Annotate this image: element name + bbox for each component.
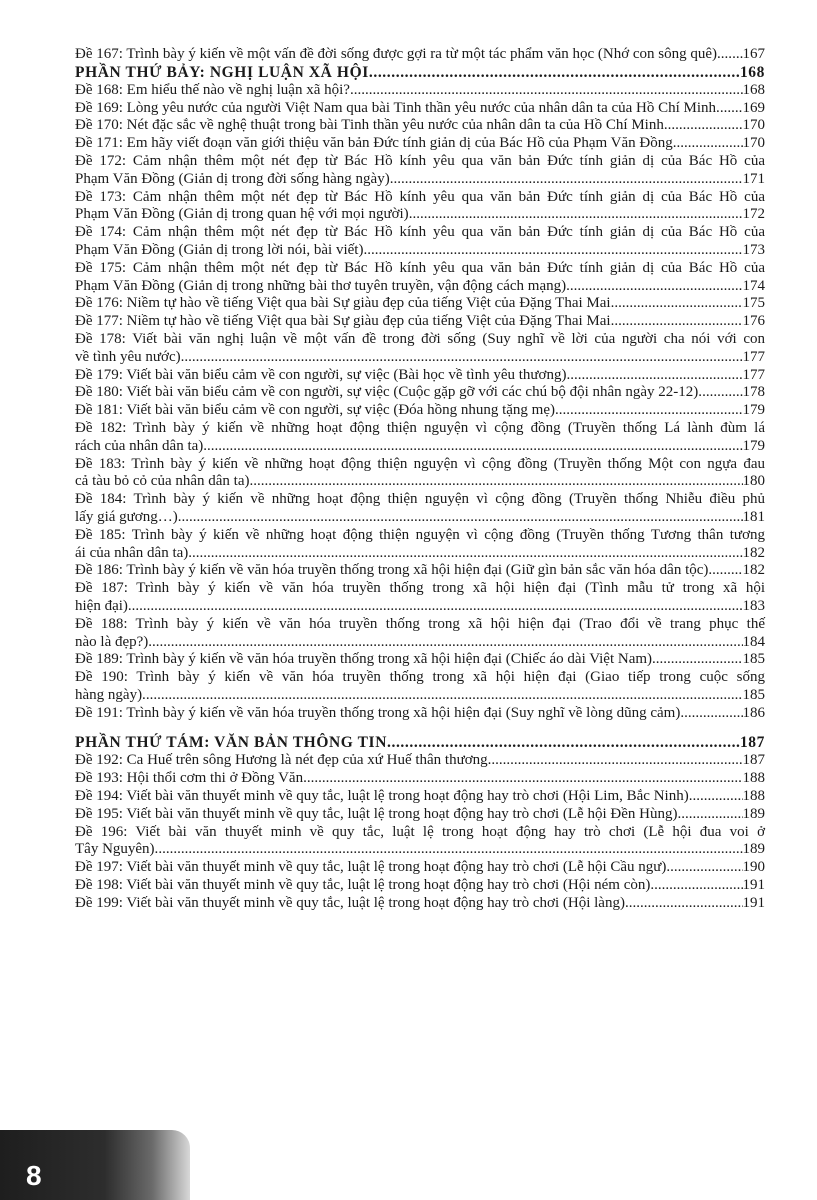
entry-title-line2: hàng ngày). — [75, 686, 146, 703]
page-ref: 174 — [742, 277, 765, 294]
leader-dots — [158, 841, 742, 859]
leader-dots — [668, 117, 743, 135]
page-ref: 183 — [742, 597, 765, 614]
page-ref: 173 — [742, 241, 765, 258]
page-ref: 185 — [742, 686, 765, 703]
toc-entry — [75, 705, 765, 723]
section-title: PHẦN THỨ BẢY: NGHỊ LUẬN XÃ HỘI — [75, 63, 369, 81]
page-ref: 188 — [742, 770, 765, 787]
page-ref: 187 — [739, 734, 765, 752]
page-ref: 190 — [742, 859, 765, 876]
entry-title-line2: nào là đẹp?). — [75, 633, 153, 650]
page-ref: 175 — [742, 295, 765, 312]
entry-title-line2: lấy giá gương…). — [75, 508, 182, 525]
entry-title-line1: Đề 187: Trình bày ý kiến về văn hóa truyền thống trong xã hội hiện đại (Tình mẫu tử trong xã hội — [75, 580, 765, 597]
page-ref: 168 — [742, 81, 765, 98]
entry-title: Đề 197: Viết bài văn thuyết minh về quy tắc, luật lệ trong hoạt động hay trò chơi (Lễ hội Cầu ngư). — [75, 859, 671, 876]
page-ref: 177 — [742, 366, 765, 383]
toc-entry — [75, 313, 765, 331]
entry-title-line1: Đề 184: Trình bày ý kiến về những hoạt động thiện nguyện vì cộng đồng (Truyền thống Nhiễu điều phủ — [75, 491, 765, 508]
entry-title-line1: Đề 173: Cảm nhận thêm một nét đẹp từ Bác Hồ kính yêu qua văn bản Đức tính giản dị của Bác Hồ của — [75, 188, 765, 205]
leader-dots — [681, 806, 742, 824]
toc-entry — [75, 770, 765, 788]
entry-title-line1: Đề 196: Viết bài văn thuyết minh về quy tắc, luật lệ trong hoạt động hay trò chơi (Lễ hội đua voi ở — [75, 823, 765, 840]
toc-entry — [75, 46, 765, 64]
leader-dots — [720, 100, 743, 118]
entry-title: Đề 171: Em hãy viết đoạn văn giới thiệu văn bản Đức tính giản dị của Bác Hồ của Phạm Văn Đồng. — [75, 135, 677, 152]
leader-dots — [676, 135, 742, 153]
page-ref: 169 — [742, 99, 765, 116]
entry-title-line1: Đề 175: Cảm nhận thêm một nét đẹp từ Bác Hồ kính yêu qua văn bản Đức tính giản dị của Bác Hồ của — [75, 259, 765, 276]
leader-dots — [684, 705, 742, 723]
leader-dots — [146, 687, 743, 705]
leader-dots — [732, 46, 742, 64]
entry-title: Đề 169: Lòng yêu nước của người Việt Nam qua bài Tinh thần yêu nước của nhân dân ta của Hồ Chí Minh. — [75, 99, 720, 116]
toc-entry — [75, 331, 765, 367]
page-ref: 167 — [742, 46, 765, 62]
leader-dots — [614, 295, 742, 313]
entry-title-line2: Phạm Văn Đồng (Giản dị trong những bài thơ tuyên truyền, vận động cách mạng) — [75, 277, 567, 294]
toc-entry — [75, 117, 765, 135]
leader-dots — [702, 384, 742, 402]
toc-entry — [75, 616, 765, 652]
toc-section-heading — [75, 64, 765, 82]
entry-title: Đề 180: Viết bài văn biểu cảm về con người, sự việc (Cuộc gặp gỡ với các chú bộ đội nhân ngày 22-12). — [75, 384, 703, 401]
leader-dots — [559, 402, 743, 420]
entry-title-line1: Đề 172: Cảm nhận thêm một nét đẹp từ Bác Hồ kính yêu qua văn bản Đức tính giản dị của Bác Hồ của — [75, 152, 765, 169]
entry-title-line1: Đề 185: Trình bày ý kiến về những hoạt động thiện nguyện vì cộng đồng (Truyền thống Tương thân tương — [75, 526, 765, 543]
page-ref: 171 — [742, 170, 765, 187]
entry-title-line2: Phạm Văn Đồng (Giản dị trong đời sống hàng ngày) — [75, 170, 390, 187]
page-ref: 191 — [742, 877, 765, 894]
toc-entry — [75, 384, 765, 402]
toc-entry — [75, 189, 765, 225]
toc-entry — [75, 491, 765, 527]
entry-title: Đề 195: Viết bài văn thuyết minh về quy tắc, luật lệ trong hoạt động hay trò chơi (Lễ hội Đền Hùng). — [75, 805, 682, 822]
toc-entry — [75, 224, 765, 260]
leader-dots — [387, 734, 740, 752]
entry-title-line2: về tình yêu nước). — [75, 348, 185, 365]
toc-section-heading — [75, 734, 765, 752]
page-ref: 170 — [742, 117, 765, 134]
page-ref: 168 — [739, 63, 765, 81]
entry-title-line2: Phạm Văn Đồng (Giản dị trong quan hệ với mọi người) — [75, 206, 409, 223]
entry-title-line2: cả tàu bỏ cỏ của nhân dân ta). — [75, 473, 254, 490]
entry-title-line2: rách của nhân dân ta). — [75, 437, 208, 454]
toc-entry — [75, 527, 765, 563]
page-ref: 182 — [742, 544, 765, 561]
toc-entry — [75, 100, 765, 118]
entry-title: Đề 199: Viết bài văn thuyết minh về quy tắc, luật lệ trong hoạt động hay trò chơi (Hội làng). — [75, 894, 629, 911]
page-ref: 189 — [742, 841, 765, 858]
page-ref: 179 — [742, 437, 765, 454]
toc-entry — [75, 580, 765, 616]
page-ref: 187 — [742, 752, 765, 769]
page-ref: 182 — [742, 562, 765, 579]
table-of-contents — [75, 46, 765, 913]
toc-entry — [75, 788, 765, 806]
leader-dots — [303, 770, 742, 788]
entry-title: Đề 176: Niềm tự hào về tiếng Việt qua bài Sự giàu đẹp của tiếng Việt của Đặng Thai Mai. — [75, 295, 615, 312]
toc-entry — [75, 367, 765, 385]
leader-dots — [350, 82, 743, 100]
toc-entry — [75, 669, 765, 705]
leader-dots — [253, 473, 742, 491]
page-ref: 185 — [742, 651, 765, 668]
leader-dots — [614, 313, 742, 331]
leader-dots — [629, 895, 743, 913]
leader-dots — [491, 752, 742, 770]
leader-dots — [712, 562, 742, 580]
entry-title: Đề 181: Viết bài văn biểu cảm về con người, sự việc (Đóa hồng nhung tặng mẹ). — [75, 402, 559, 419]
toc-entry — [75, 824, 765, 860]
toc-entry — [75, 859, 765, 877]
toc-entry — [75, 82, 765, 100]
toc-entry — [75, 420, 765, 456]
entry-title-line1: Đề 183: Trình bày ý kiến về những hoạt động thiện nguyện vì cộng đồng (Truyền thống Một con ngựa đau — [75, 455, 765, 472]
leader-dots — [369, 64, 740, 82]
toc-entry — [75, 651, 765, 669]
leader-dots — [692, 788, 742, 806]
leader-dots — [184, 349, 742, 367]
entry-title-line2: Tây Nguyên). — [75, 841, 159, 858]
toc-entry — [75, 877, 765, 895]
leader-dots — [132, 598, 743, 616]
toc-entry — [75, 260, 765, 296]
toc-entry — [75, 135, 765, 153]
entry-title-line2: hiện đại). — [75, 597, 132, 614]
page-ref: 172 — [742, 206, 765, 223]
toc-entry — [75, 752, 765, 770]
leader-dots — [181, 509, 742, 527]
toc-entry — [75, 153, 765, 189]
page-ref: 179 — [742, 402, 765, 419]
page-ref: 181 — [742, 508, 765, 525]
leader-dots — [570, 367, 742, 385]
leader-dots — [409, 206, 743, 224]
section-spacer — [75, 722, 765, 734]
entry-title-line2: ái của nhân dân ta). — [75, 544, 193, 561]
entry-title: Đề 189: Trình bày ý kiến về văn hóa truyền thống trong xã hội hiện đại (Chiếc áo dài Việt Nam). — [75, 651, 656, 668]
leader-dots — [654, 877, 742, 895]
page-ref: 188 — [742, 788, 765, 805]
section-title: PHẦN THỨ TÁM: VĂN BẢN THÔNG TIN — [75, 734, 387, 752]
toc-entry — [75, 895, 765, 913]
leader-dots — [363, 242, 742, 260]
entry-title: Đề 198: Viết bài văn thuyết minh về quy tắc, luật lệ trong hoạt động hay trò chơi (Hội ném còn). — [75, 877, 655, 894]
entry-title: Đề 168: Em hiểu thế nào về nghị luận xã hội? — [75, 81, 350, 98]
leader-dots — [670, 859, 742, 877]
leader-dots — [207, 438, 742, 456]
entry-title-line1: Đề 182: Trình bày ý kiến về những hoạt động thiện nguyện vì cộng đồng (Truyền thống Lá lành đùm lá — [75, 419, 765, 436]
toc-entry — [75, 806, 765, 824]
entry-title-line1: Đề 190: Trình bày ý kiến về văn hóa truyền thống trong xã hội hiện đại (Giao tiếp trong cuộc sống — [75, 669, 765, 686]
entry-title-line1: Đề 174: Cảm nhận thêm một nét đẹp từ Bác Hồ kính yêu qua văn bản Đức tính giản dị của Bác Hồ của — [75, 224, 765, 241]
leader-dots — [656, 651, 743, 669]
page-ref: 186 — [742, 704, 765, 721]
entry-title: Đề 167: Trình bày ý kiến về một vấn đề đời sống được gợi ra từ một tác phẩm văn học (Nhớ con sông quê).... — [75, 46, 733, 62]
entry-title: Đề 194: Viết bài văn thuyết minh về quy tắc, luật lệ trong hoạt động hay trò chơi (Hội Lim, Bắc Ninh). — [75, 788, 693, 805]
toc-entry — [75, 456, 765, 492]
page-ref: 180 — [742, 473, 765, 490]
entry-title-line1: Đề 178: Viết bài văn nghị luận về một vấn đề trong đời sống (Suy nghĩ về lời của người cha nói với con — [75, 330, 765, 347]
leader-dots — [152, 634, 742, 652]
page-ref: 176 — [742, 313, 765, 330]
entry-title: Đề 186: Trình bày ý kiến về văn hóa truyền thống trong xã hội hiện đại (Giữ gìn bản sắc văn hóa dân tộc). — [75, 562, 713, 579]
leader-dots — [390, 171, 743, 189]
page-ref: 170 — [742, 135, 765, 152]
toc-entry — [75, 562, 765, 580]
entry-title: Đề 179: Viết bài văn biểu cảm về con người, sự việc (Bài học về tình yêu thương). — [75, 366, 571, 383]
leader-dots — [192, 545, 742, 563]
page-ref: 189 — [742, 805, 765, 822]
leader-dots — [566, 278, 742, 296]
toc-entry — [75, 402, 765, 420]
page-number: 8 — [26, 1160, 42, 1191]
entry-title-line1: Đề 188: Trình bày ý kiến về văn hóa truyền thống trong xã hội hiện đại (Trao đổi về trang phục thế — [75, 615, 765, 632]
entry-title: Đề 192: Ca Huế trên sông Hương là nét đẹp của xứ Huế thân thương. — [75, 752, 492, 769]
entry-title: Đề 191: Trình bày ý kiến về văn hóa truyền thống trong xã hội hiện đại (Suy nghĩ về lòng dũng cảm). — [75, 704, 685, 721]
entry-title: Đề 170: Nét đặc sắc về nghệ thuật trong bài Tinh thần yêu nước của nhân dân ta của Hồ Chí Minh. — [75, 117, 668, 134]
entry-title-line2: Phạm Văn Đồng (Giản dị trong lời nói, bài viết) — [75, 241, 364, 258]
page-ref: 184 — [742, 633, 765, 650]
entry-title: Đề 193: Hội thổi cơm thi ở Đồng Văn — [75, 770, 304, 787]
page-ref: 191 — [742, 894, 765, 911]
page-ref: 178 — [742, 384, 765, 401]
entry-title: Đề 177: Niềm tự hào về tiếng Việt qua bài Sự giàu đẹp của tiếng Việt của Đặng Thai Mai. — [75, 313, 615, 330]
toc-entry — [75, 295, 765, 313]
page-ref: 177 — [742, 348, 765, 365]
